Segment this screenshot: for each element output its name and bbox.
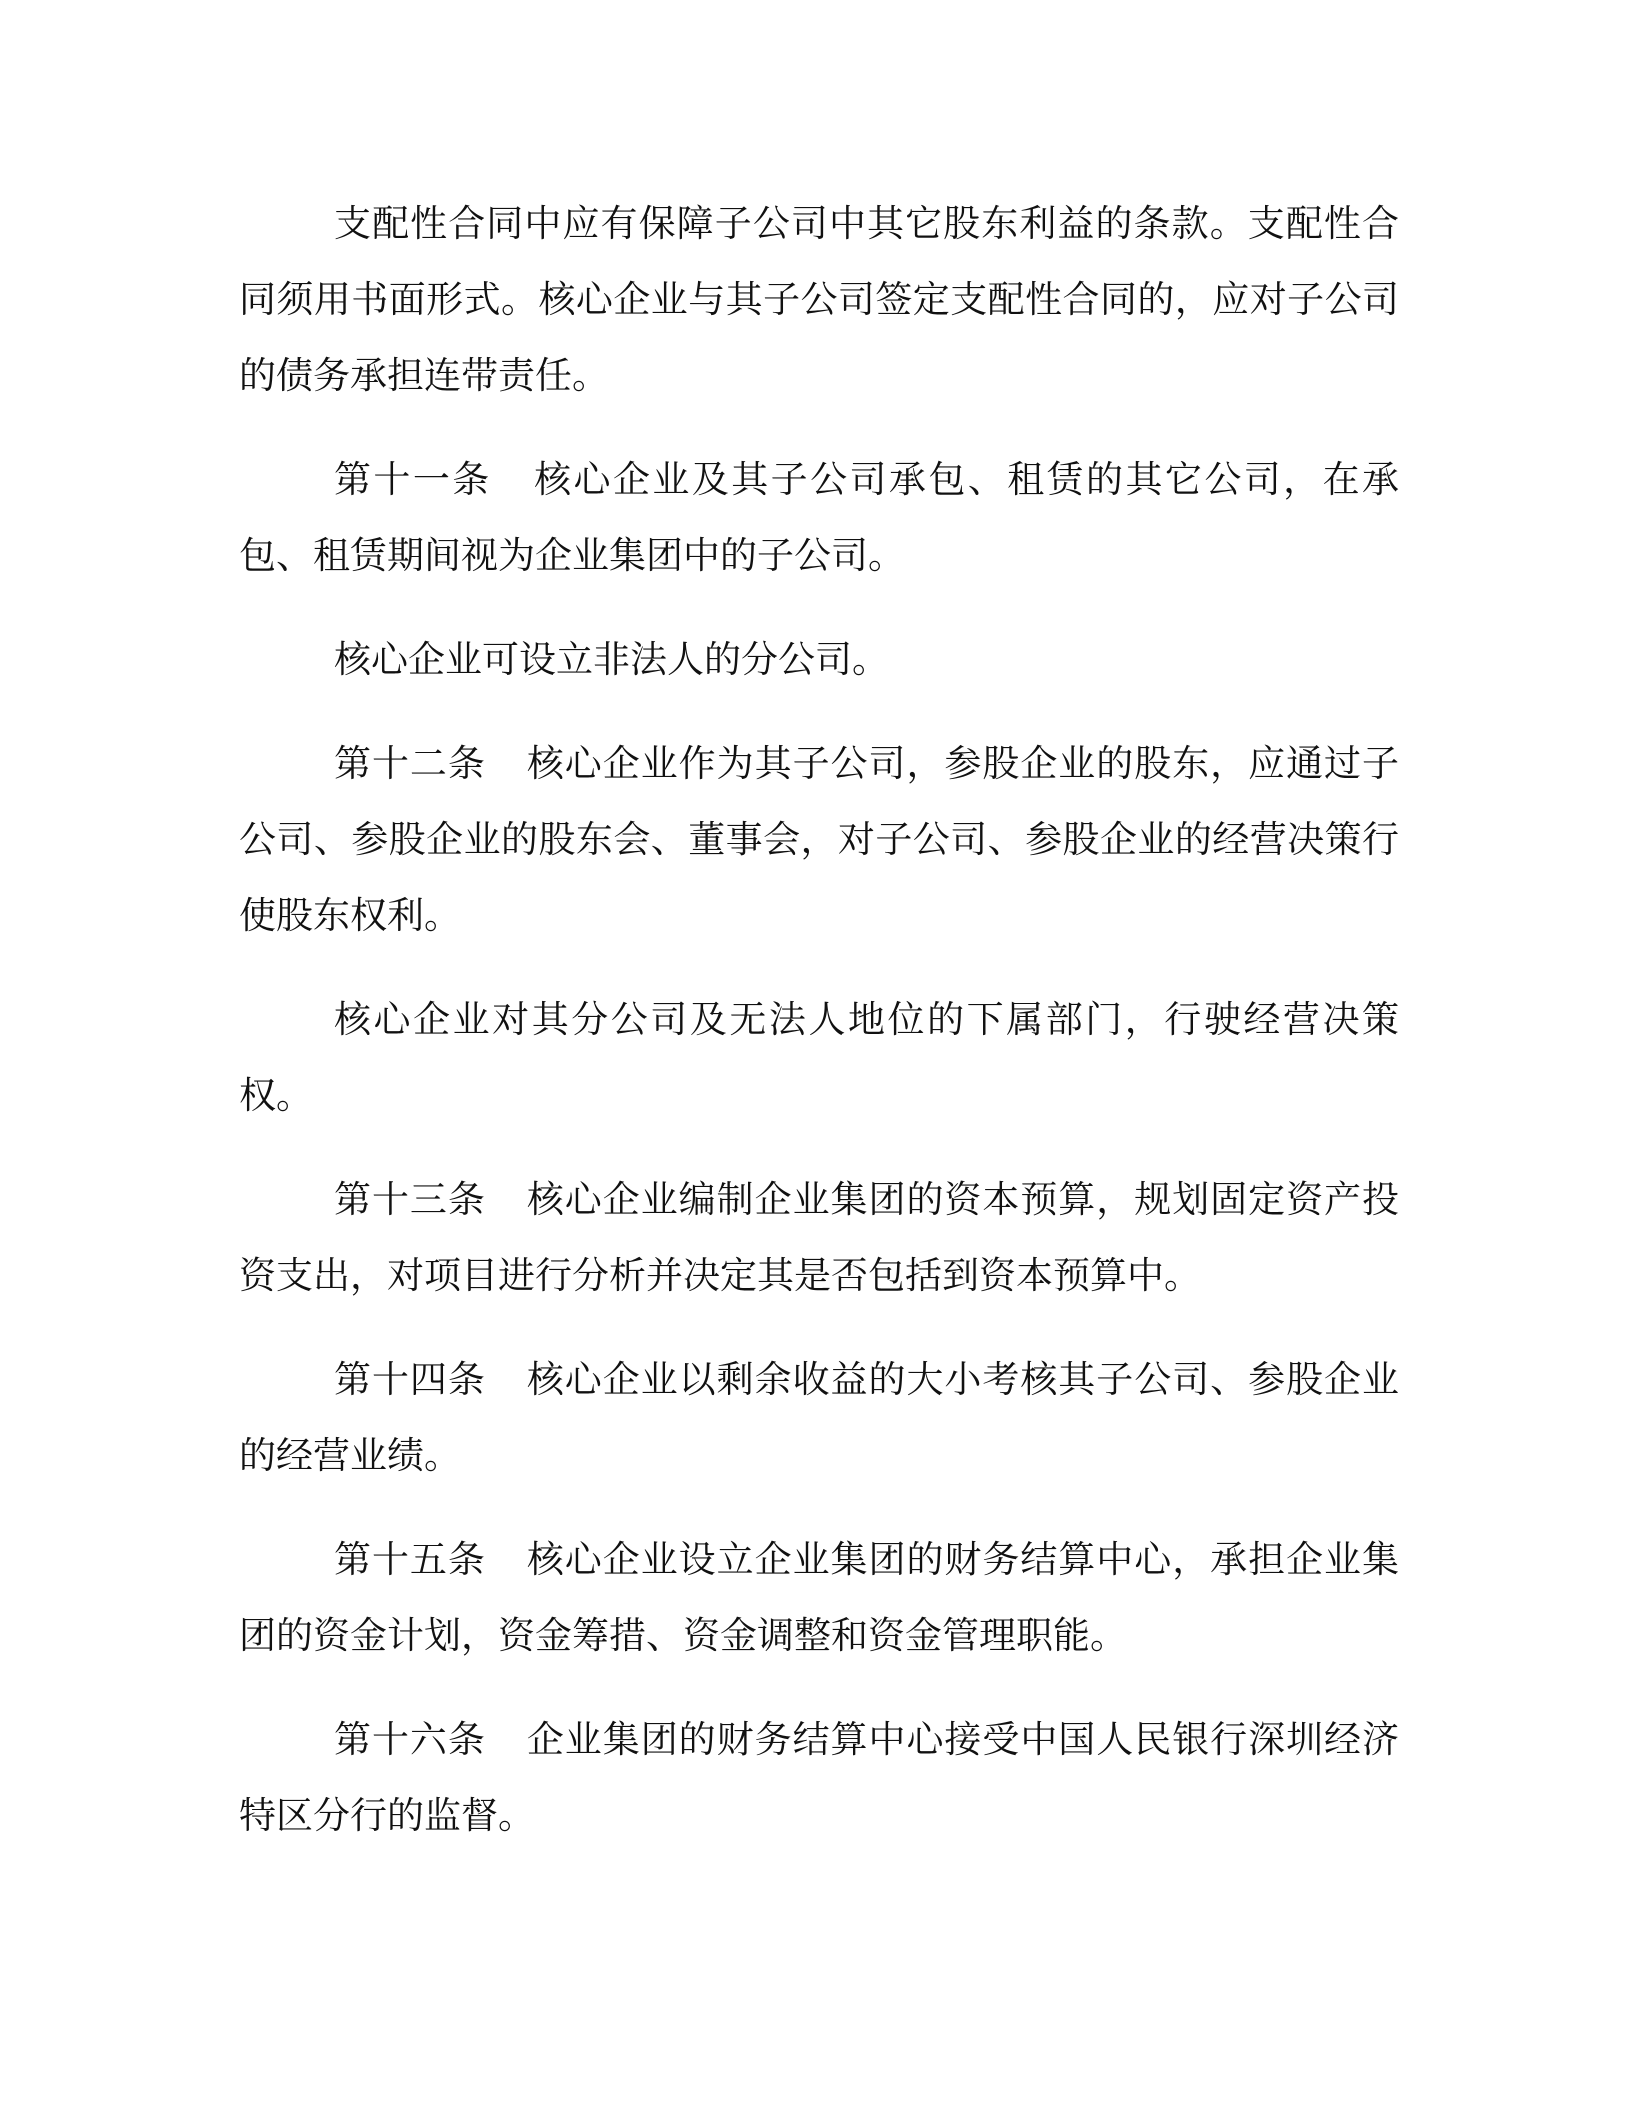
paragraph-text: 核心企业可设立非法人的分公司。: [334, 638, 889, 681]
paragraph-text: 企业集团的财务结算中心接受中国人民银行深圳经济特区分行的监督。: [239, 1718, 1400, 1837]
paragraph-decision-rights: [239, 982, 1399, 1134]
paragraph-article-11: [239, 442, 1399, 594]
paragraph-article-14: [239, 1342, 1399, 1494]
paragraph-branch-office: [239, 622, 1399, 698]
paragraph-contract-clause: [239, 186, 1399, 414]
article-number: 第十四条: [334, 1358, 486, 1401]
paragraph-text: 核心企业以剩余收益的大小考核其子公司、参股企业的经营业绩。: [239, 1358, 1400, 1477]
article-number: 第十五条: [334, 1538, 486, 1581]
paragraph-article-15: [239, 1522, 1399, 1674]
paragraph-text: 支配性合同中应有保障子公司中其它股东利益的条款。支配性合同须用书面形式。核心企业与其子公司签定支配性合同的，应对子公司的债务承担连带责任。: [239, 202, 1399, 397]
paragraph-article-16: [239, 1702, 1399, 1854]
paragraph-text: 核心企业及其子公司承包、租赁的其它公司，在承包、租赁期间视为企业集团中的子公司。: [239, 458, 1400, 577]
paragraph-text: 核心企业设立企业集团的财务结算中心，承担企业集团的资金计划，资金筹措、资金调整和资金管理职能。: [239, 1538, 1400, 1657]
paragraph-text: 核心企业作为其子公司，参股企业的股东，应通过子公司、参股企业的股东会、董事会，对子公司、参股企业的经营决策行使股东权利。: [239, 742, 1400, 937]
article-number: 第十六条: [334, 1718, 486, 1761]
paragraph-text: 核心企业编制企业集团的资本预算，规划固定资产投资支出，对项目进行分析并决定其是否包括到资本预算中。: [239, 1178, 1400, 1297]
paragraph-article-12: [239, 726, 1399, 954]
article-number: 第十二条: [334, 742, 486, 785]
paragraph-text: 核心企业对其分公司及无法人地位的下属部门，行驶经营决策权。: [239, 998, 1399, 1117]
document-body: [239, 186, 1399, 1882]
article-number: 第十三条: [334, 1178, 486, 1221]
paragraph-article-13: [239, 1162, 1399, 1314]
article-number: 第十一条: [334, 458, 492, 501]
